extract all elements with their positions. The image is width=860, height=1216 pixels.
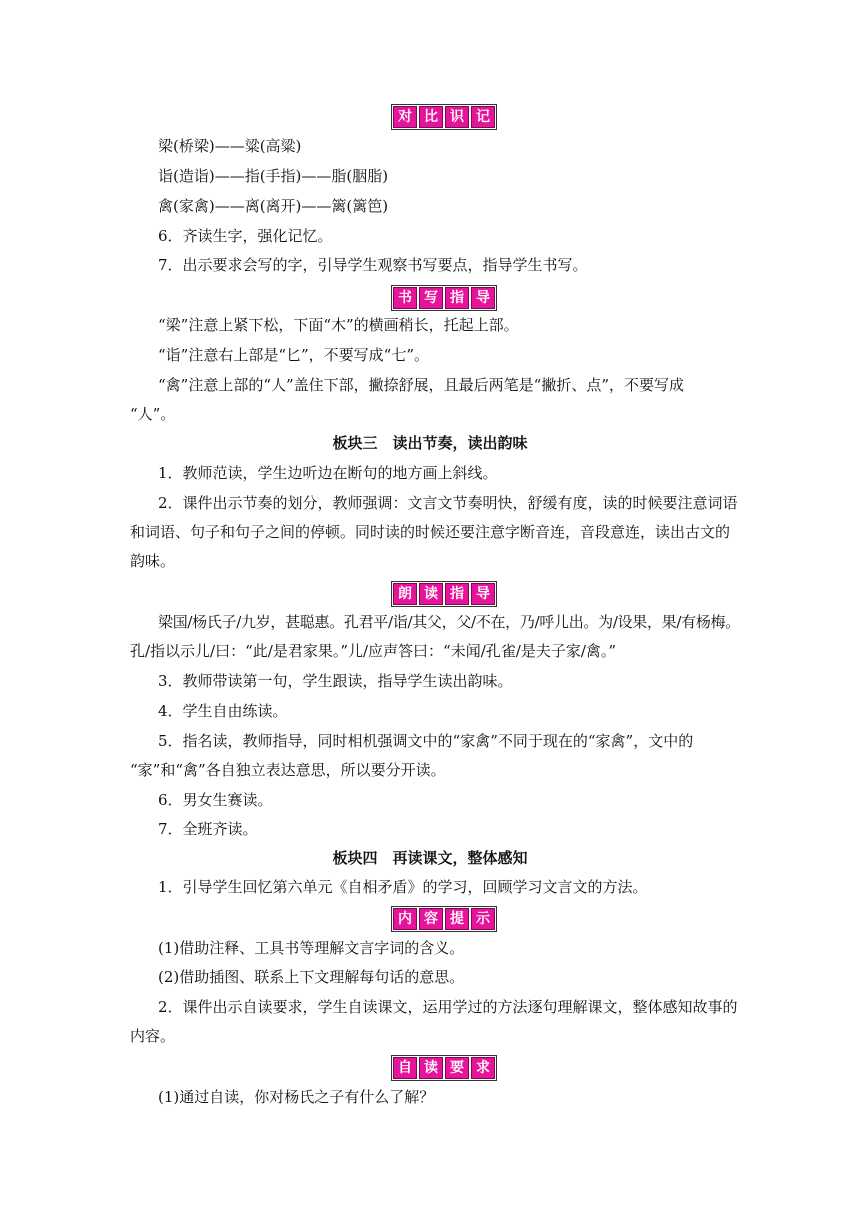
text-line: 1．引导学生回忆第六单元《自相矛盾》的学习，回顾学习文言文的方法。 [158, 878, 648, 896]
badge-char: 写 [419, 287, 443, 309]
text-line: 6．男女生赛读。 [158, 791, 273, 809]
badge-char: 容 [419, 908, 443, 930]
text-line: 4．学生自由练读。 [158, 702, 288, 720]
text-line: (1)借助注释、工具书等理解文言字词的含义。 [158, 939, 465, 957]
badge-char: 读 [419, 583, 443, 605]
text-line: 孔/指以示儿/曰：“此/是君家果。”儿/应声答曰：“未闻/孔雀/是夫子家/禽。” [130, 642, 617, 660]
badge-char: 比 [419, 106, 443, 128]
badge-char: 记 [471, 106, 495, 128]
badge-char: 读 [419, 1057, 443, 1079]
text-line: 韵味。 [130, 552, 176, 570]
text-line: “家”和“禽”各自独立表达意思，所以要分开读。 [130, 761, 446, 779]
text-line: 2．课件出示节奏的划分，教师强调：文言文节奏明快，舒缓有度，读的时候要注意词语 [158, 494, 738, 512]
badge-char: 指 [445, 583, 469, 605]
badge-char: 示 [471, 908, 495, 930]
badge-char: 自 [393, 1057, 417, 1079]
section-heading: 板块三 读出节奏，读出韵味 [332, 434, 528, 452]
text-line: 1．教师范读，学生边听边在断句的地方画上斜线。 [158, 464, 498, 482]
text-line: (1)通过自读，你对杨氏之子有什么了解？ [158, 1088, 435, 1106]
badge-char: 要 [445, 1057, 469, 1079]
badge-char: 导 [471, 583, 495, 605]
text-line: “人”。 [130, 405, 176, 423]
text-line: 3．教师带读第一句，学生跟读，指导学生读出韵味。 [158, 672, 513, 690]
badge-content [391, 906, 497, 932]
badge-char: 内 [393, 908, 417, 930]
badge-selfread [391, 1055, 497, 1081]
text-line: “诣”注意右上部是“匕”，不要写成“七”。 [158, 346, 430, 364]
badge-char: 提 [445, 908, 469, 930]
text-line: 7．全班齐读。 [158, 820, 258, 838]
badge-char: 求 [471, 1057, 495, 1079]
text-line: “禽”注意上部的“人”盖住下部，撇捺舒展，且最后两笔是“撇折、点”，不要写成 [158, 376, 685, 394]
text-line: 内容。 [130, 1027, 176, 1045]
text-line: 2．课件出示自读要求，学生自读课文，运用学过的方法逐句理解课文，整体感知故事的 [158, 998, 738, 1016]
badge-char: 导 [471, 287, 495, 309]
badge-writing [391, 285, 497, 311]
text-line: “梁”注意上紧下松，下面“木”的横画稍长，托起上部。 [158, 316, 519, 334]
text-line: 禽(家禽)——离(离开)——篱(篱笆) [158, 197, 389, 215]
text-line: 和词语、句子和句子之间的停顿。同时读的时候还要注意字断音连，音段意连，读出古文的 [130, 523, 731, 541]
section-heading: 板块四 再读课文，整体感知 [332, 849, 528, 867]
badge-char: 书 [393, 287, 417, 309]
text-line: 梁(桥梁)——粱(高粱) [158, 137, 302, 155]
badge-char: 识 [445, 106, 469, 128]
text-line: 梁国/杨氏子/九岁，甚聪惠。孔君平/诣/其父，父/不在，乃/呼儿出。为/设果，果/有杨梅。 [158, 613, 740, 631]
badge-char: 朗 [393, 583, 417, 605]
text-line: 5．指名读，教师指导，同时相机强调文中的“家禽”不同于现在的“家禽”，文中的 [158, 732, 694, 750]
text-line: (2)借助插图、联系上下文理解每句话的意思。 [158, 968, 465, 986]
badge-compare [391, 104, 497, 130]
text-line: 诣(造诣)——指(手指)——脂(胭脂) [158, 167, 389, 185]
text-line: 7．出示要求会写的字，引导学生观察书写要点，指导学生书写。 [158, 256, 588, 274]
text-line: 6．齐读生字，强化记忆。 [158, 227, 333, 245]
badge-reading [391, 581, 497, 607]
badge-char: 对 [393, 106, 417, 128]
badge-char: 指 [445, 287, 469, 309]
